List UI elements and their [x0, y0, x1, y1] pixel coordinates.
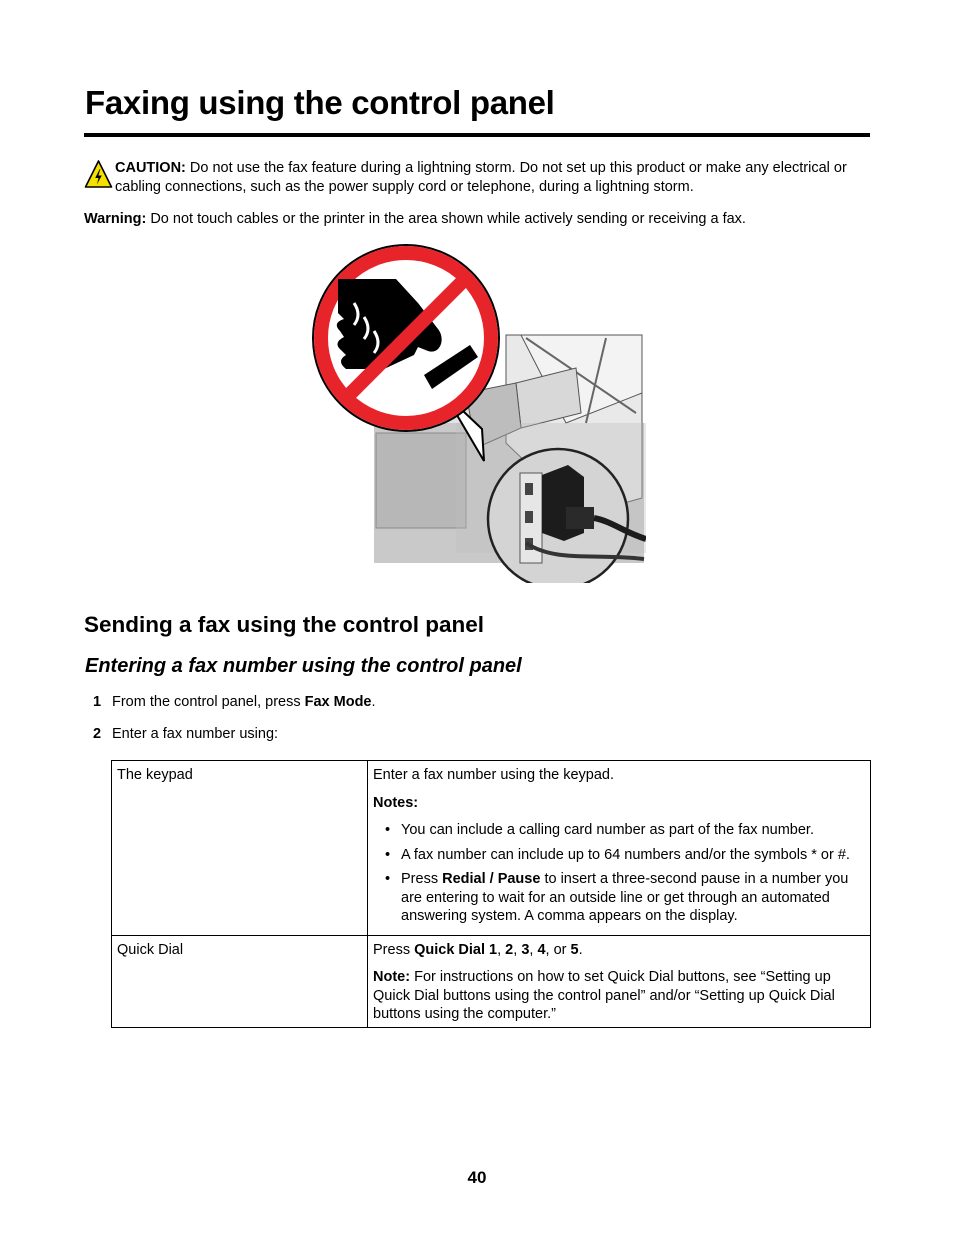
notes-list: [373, 821, 865, 926]
section-heading: Sending a fax using the control panel: [84, 612, 485, 637]
method-name: Quick Dial: [117, 941, 184, 958]
page-title: Faxing using the control panel: [85, 84, 555, 121]
prohibition-sign: [313, 245, 499, 431]
step-bold: Fax Mode: [304, 694, 372, 710]
table-row: [112, 935, 871, 1027]
method-name: The keypad: [117, 767, 193, 783]
method-cell: [112, 761, 368, 936]
subsection-heading: Entering a fax number using the control panel: [85, 655, 522, 677]
table-row: [112, 761, 871, 936]
warning-label: Warning:: [84, 211, 147, 227]
step-number: 1: [93, 694, 102, 710]
description-cell: [368, 935, 871, 1027]
caution-label: CAUTION:: [115, 160, 186, 176]
quick-dial-note: Note: For instructions on how to set Quick Dial buttons, see “Setting up Quick Dial buttons using the control panel” and/or “Setting up Quick Dial buttons using the computer.”: [373, 969, 835, 1022]
warning-notice: [84, 210, 874, 229]
step-text: From the control panel, press: [112, 694, 305, 710]
method-cell: [112, 935, 368, 1027]
caution-notice: [84, 159, 874, 197]
list-item: • You can include a calling card number as part of the fax number.: [373, 821, 865, 840]
step-text-end: .: [371, 694, 376, 710]
description-cell: [368, 761, 871, 936]
caution-text: Do not use the fax feature during a lightning storm. Do not set up this product or make any electrical or cabling connections, such as the power supply cord or telephone, during a lightning storm.: [115, 160, 847, 195]
step-text: Enter a fax number using:: [112, 726, 279, 742]
page-number: 40: [467, 1168, 487, 1187]
do-not-touch-illustration: [306, 243, 646, 583]
fax-entry-methods-table: [111, 760, 871, 1028]
step-item: [93, 725, 278, 743]
notes-label: Notes:: [373, 794, 419, 811]
method-intro: Enter a fax number using the keypad.: [373, 767, 615, 783]
list-item: • Press Redial / Pause to insert a three-second pause in a number you are entering to wait for an outside line or get through an automated answering system. A comma appears on the display.: [373, 870, 865, 926]
step-item: [93, 693, 376, 711]
step-number: 2: [93, 726, 102, 742]
warning-text: Do not touch cables or the printer in the area shown while actively sending or receiving a fax.: [146, 211, 746, 227]
quick-dial-instruction: Press Quick Dial 1, 2, 3, 4, or 5.: [373, 941, 583, 958]
lightning-warning-icon: [84, 159, 113, 189]
list-item: • A fax number can include up to 64 numbers and/or the symbols * or #.: [373, 846, 865, 865]
title-rule: [84, 133, 870, 137]
